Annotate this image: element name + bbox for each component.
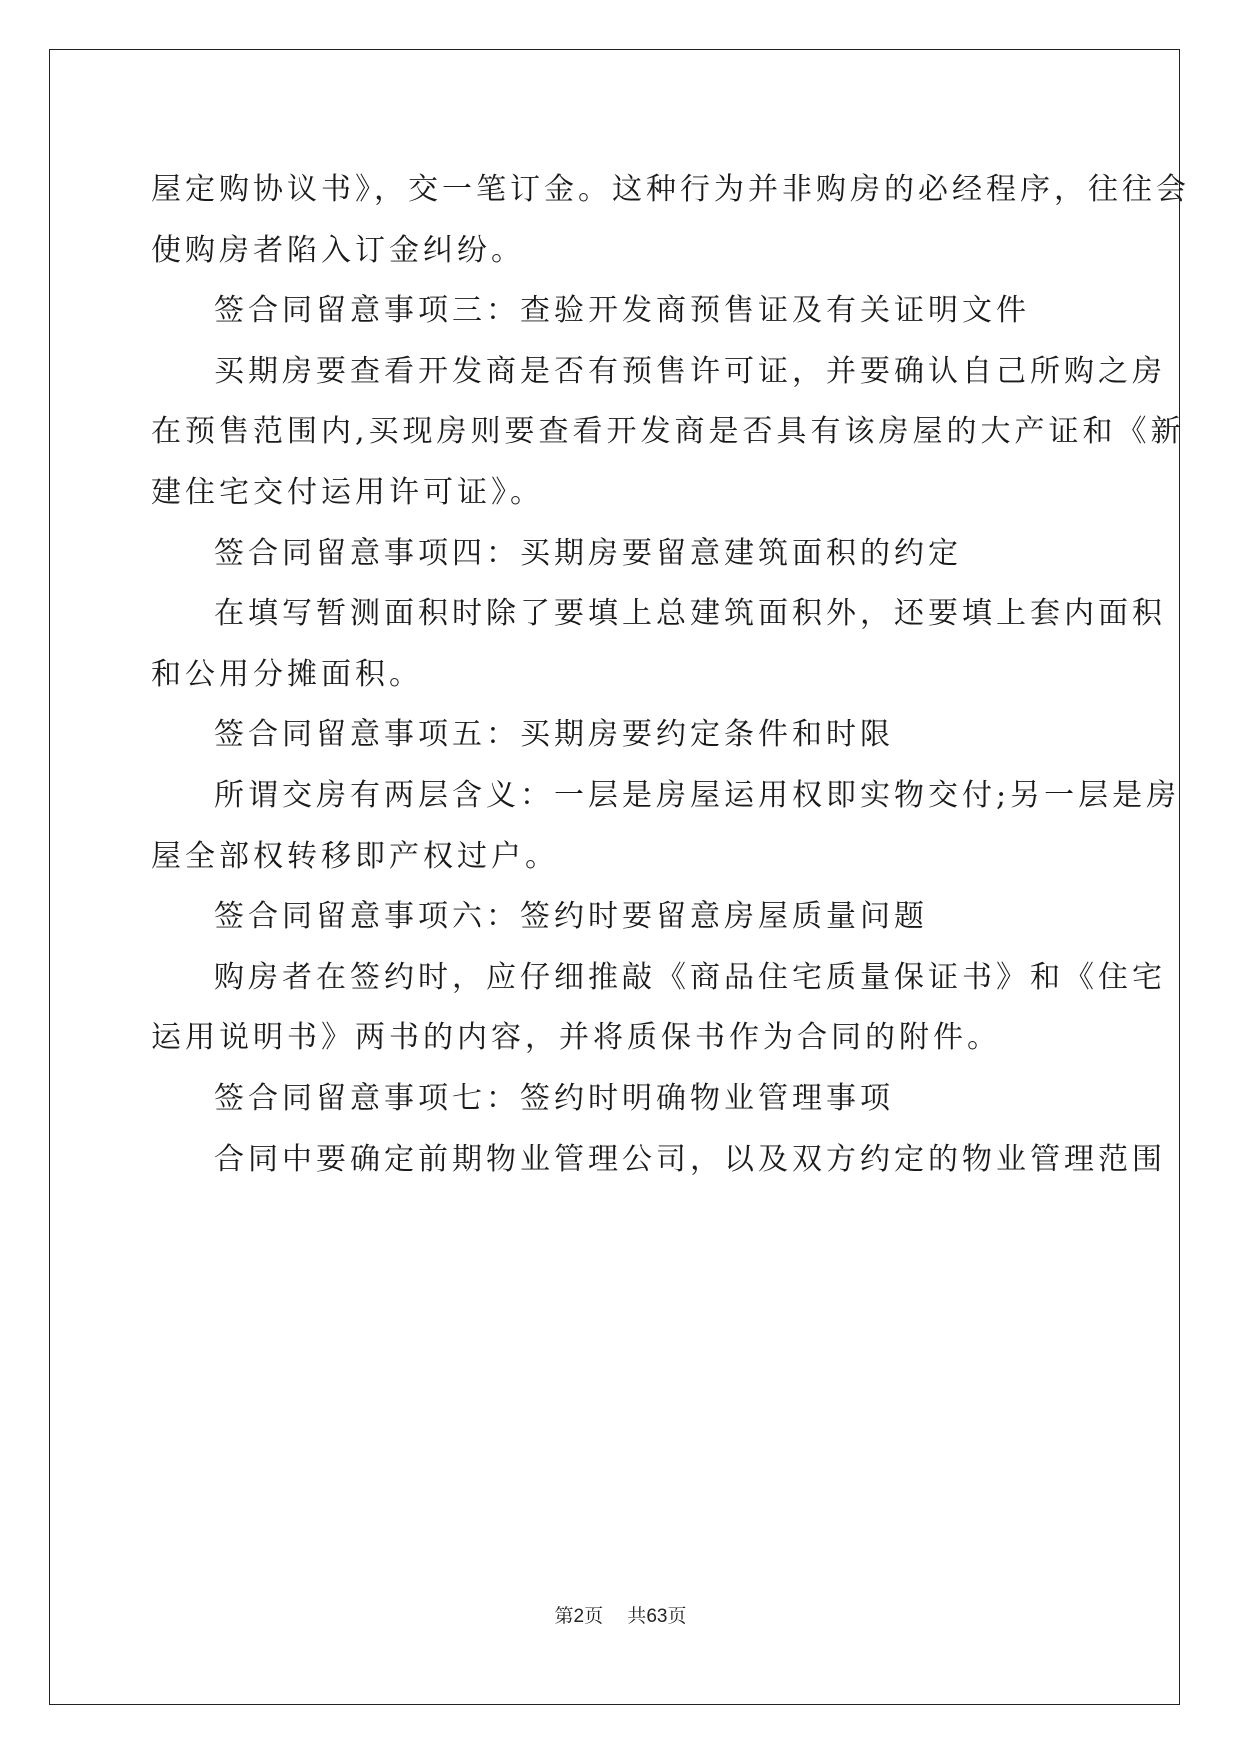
total-pages: 63 (646, 1606, 668, 1627)
footer-prefix: 第 (554, 1605, 574, 1627)
footer-total-suffix: 页 (667, 1605, 687, 1627)
footer-total-prefix: 共 (627, 1605, 647, 1627)
text-line: 屋定购协议书》，交一笔订金。这种行为并非购房的必经程序，往往会 (151, 172, 1190, 207)
section-heading: 签合同留意事项四：买期房要留意建筑面积的约定 (214, 535, 962, 571)
text-line: 屋全部权转移即产权过户。 (151, 838, 559, 874)
page-footer (0, 1601, 1241, 1628)
section-heading: 签合同留意事项七：签约时明确物业管理事项 (214, 1080, 894, 1116)
section-heading: 签合同留意事项六：签约时要留意房屋质量问题 (214, 899, 928, 935)
text-line: 所谓交房有两层含义：一层是房屋运用权即实物交付;另一层是房 (214, 777, 1181, 813)
text-line: 在预售范围内,买现房则要查看开发商是否具有该房屋的大产证和《新 (151, 414, 1185, 450)
page-number: 2 (573, 1606, 585, 1627)
section-heading: 签合同留意事项三：查验开发商预售证及有关证明文件 (214, 293, 1030, 329)
text-line: 和公用分摊面积。 (151, 656, 423, 692)
text-line: 运用说明书》两书的内容，并将质保书作为合同的附件。 (151, 1020, 1001, 1056)
text-line: 合同中要确定前期物业管理公司，以及双方约定的物业管理范围 (214, 1141, 1166, 1177)
footer-page-suffix: 页 (584, 1605, 604, 1627)
text-line: 建住宅交付运用许可证》。 (151, 474, 544, 510)
text-line: 买期房要查看开发商是否有预售许可证，并要确认自己所购之房 (214, 353, 1166, 389)
text-line: 在填写暂测面积时除了要填上总建筑面积外，还要填上套内面积 (214, 596, 1166, 632)
text-line: 使购房者陷入订金纠纷。 (151, 232, 525, 268)
text-line: 购房者在签约时，应仔细推敲《商品住宅质量保证书》和《住宅 (214, 959, 1166, 995)
document-body (151, 160, 1190, 1190)
section-heading: 签合同留意事项五：买期房要约定条件和时限 (214, 717, 894, 753)
